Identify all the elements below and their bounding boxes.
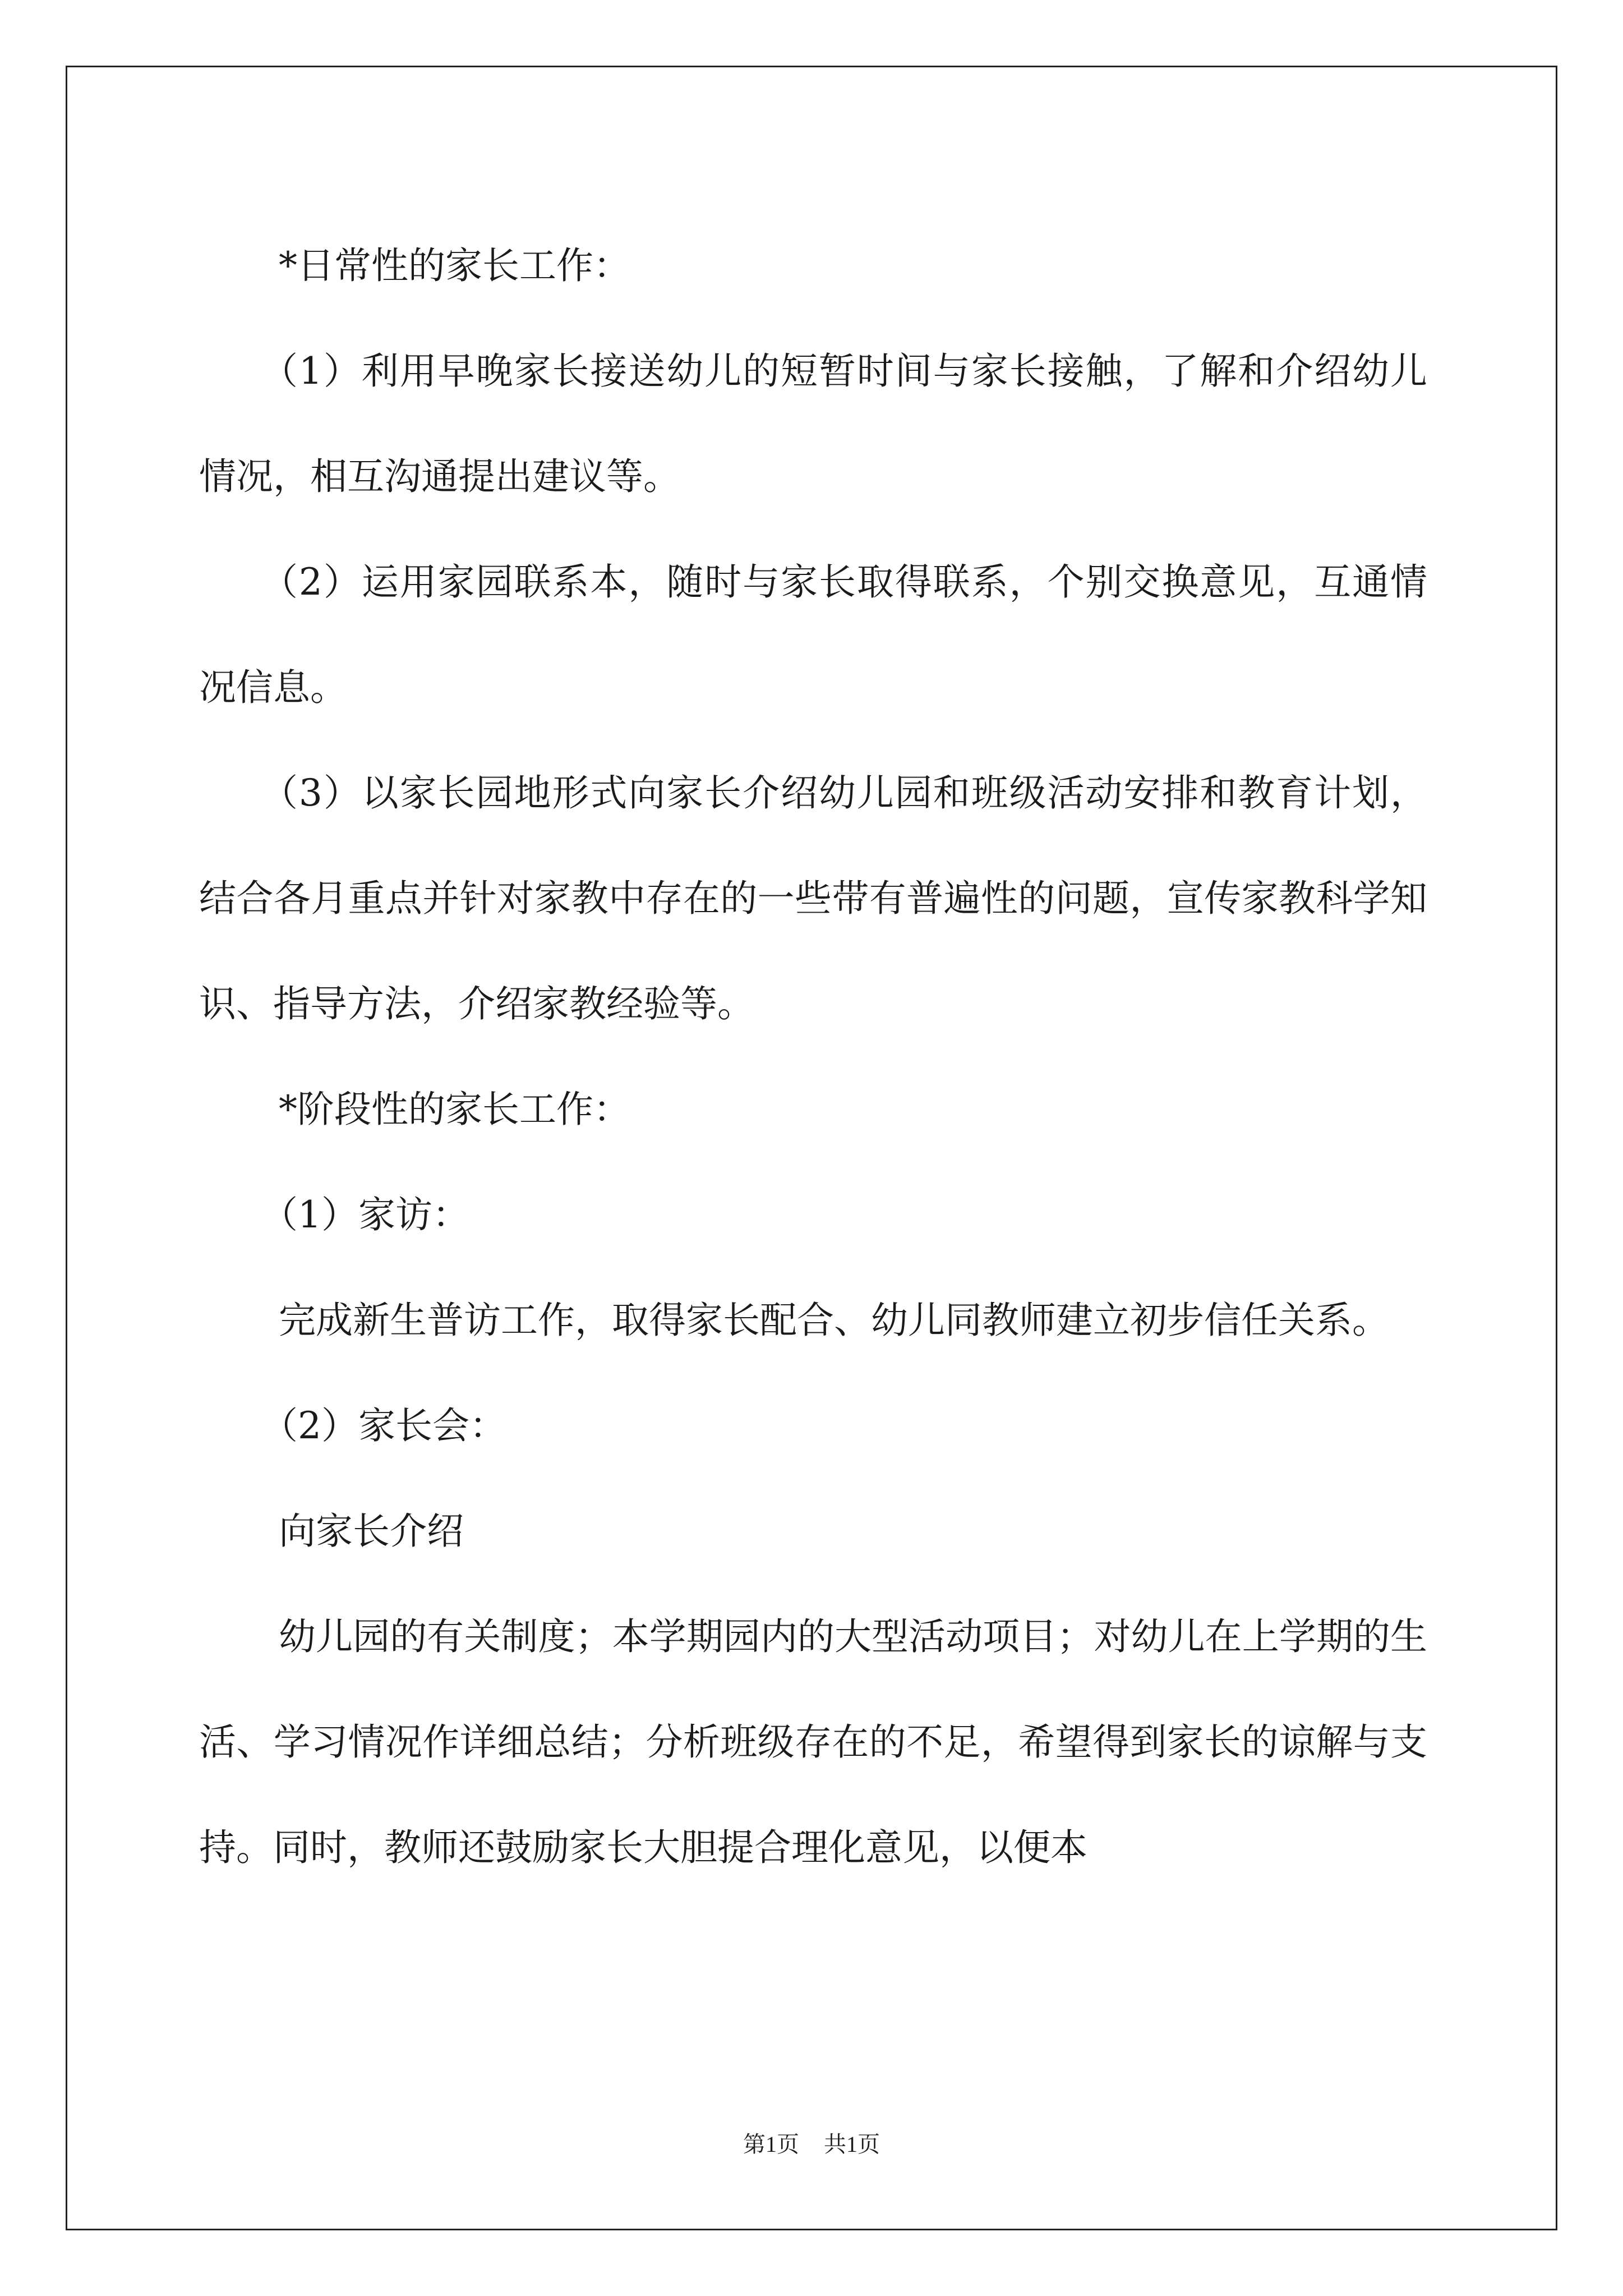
page-number-total: 共1页 bbox=[824, 2132, 880, 2157]
paragraph-introduce: 向家长介绍 bbox=[279, 1510, 464, 1553]
paragraph-item-2: （2）运用家园联系本，随时与家长取得联系，个别交换意见，互通情况信息。 bbox=[199, 560, 1427, 709]
document-body bbox=[199, 213, 1427, 1901]
paragraph-item-3: （3）以家长园地形式向家长介绍幼儿园和班级活动安排和教育计划，结合各月重点并针对家教中存在的一些带有普遍性的问题，宣传家教科学知识、指导方法，介绍家教经验等。 bbox=[199, 771, 1427, 1025]
heading-periodic-parent-work: *阶段性的家长工作： bbox=[279, 1088, 630, 1131]
paragraph-meeting-content: 幼儿园的有关制度；本学期园内的大型活动项目；对幼儿在上学期的生活、学习情况作详细总结；分析班级存在的不足，希望得到家长的谅解与支持。同时，教师还鼓励家长大胆提合理化意见，以便本 bbox=[199, 1615, 1427, 1869]
heading-daily-parent-work: *日常性的家长工作： bbox=[279, 244, 630, 287]
paragraph-home-visit: 完成新生普访工作，取得家长配合、幼儿同教师建立初步信任关系。 bbox=[279, 1299, 1389, 1342]
page-number-current: 第1页 bbox=[743, 2132, 799, 2157]
paragraph-item-1: （1）利用早晚家长接送幼儿的短暂时间与家长接触，了解和介绍幼儿情况，相互沟通提出建议等。 bbox=[199, 349, 1427, 498]
subheading-parent-meeting: （2）家长会： bbox=[261, 1404, 506, 1447]
page-footer bbox=[0, 2131, 1623, 2159]
subheading-home-visit: （1）家访： bbox=[261, 1193, 469, 1236]
